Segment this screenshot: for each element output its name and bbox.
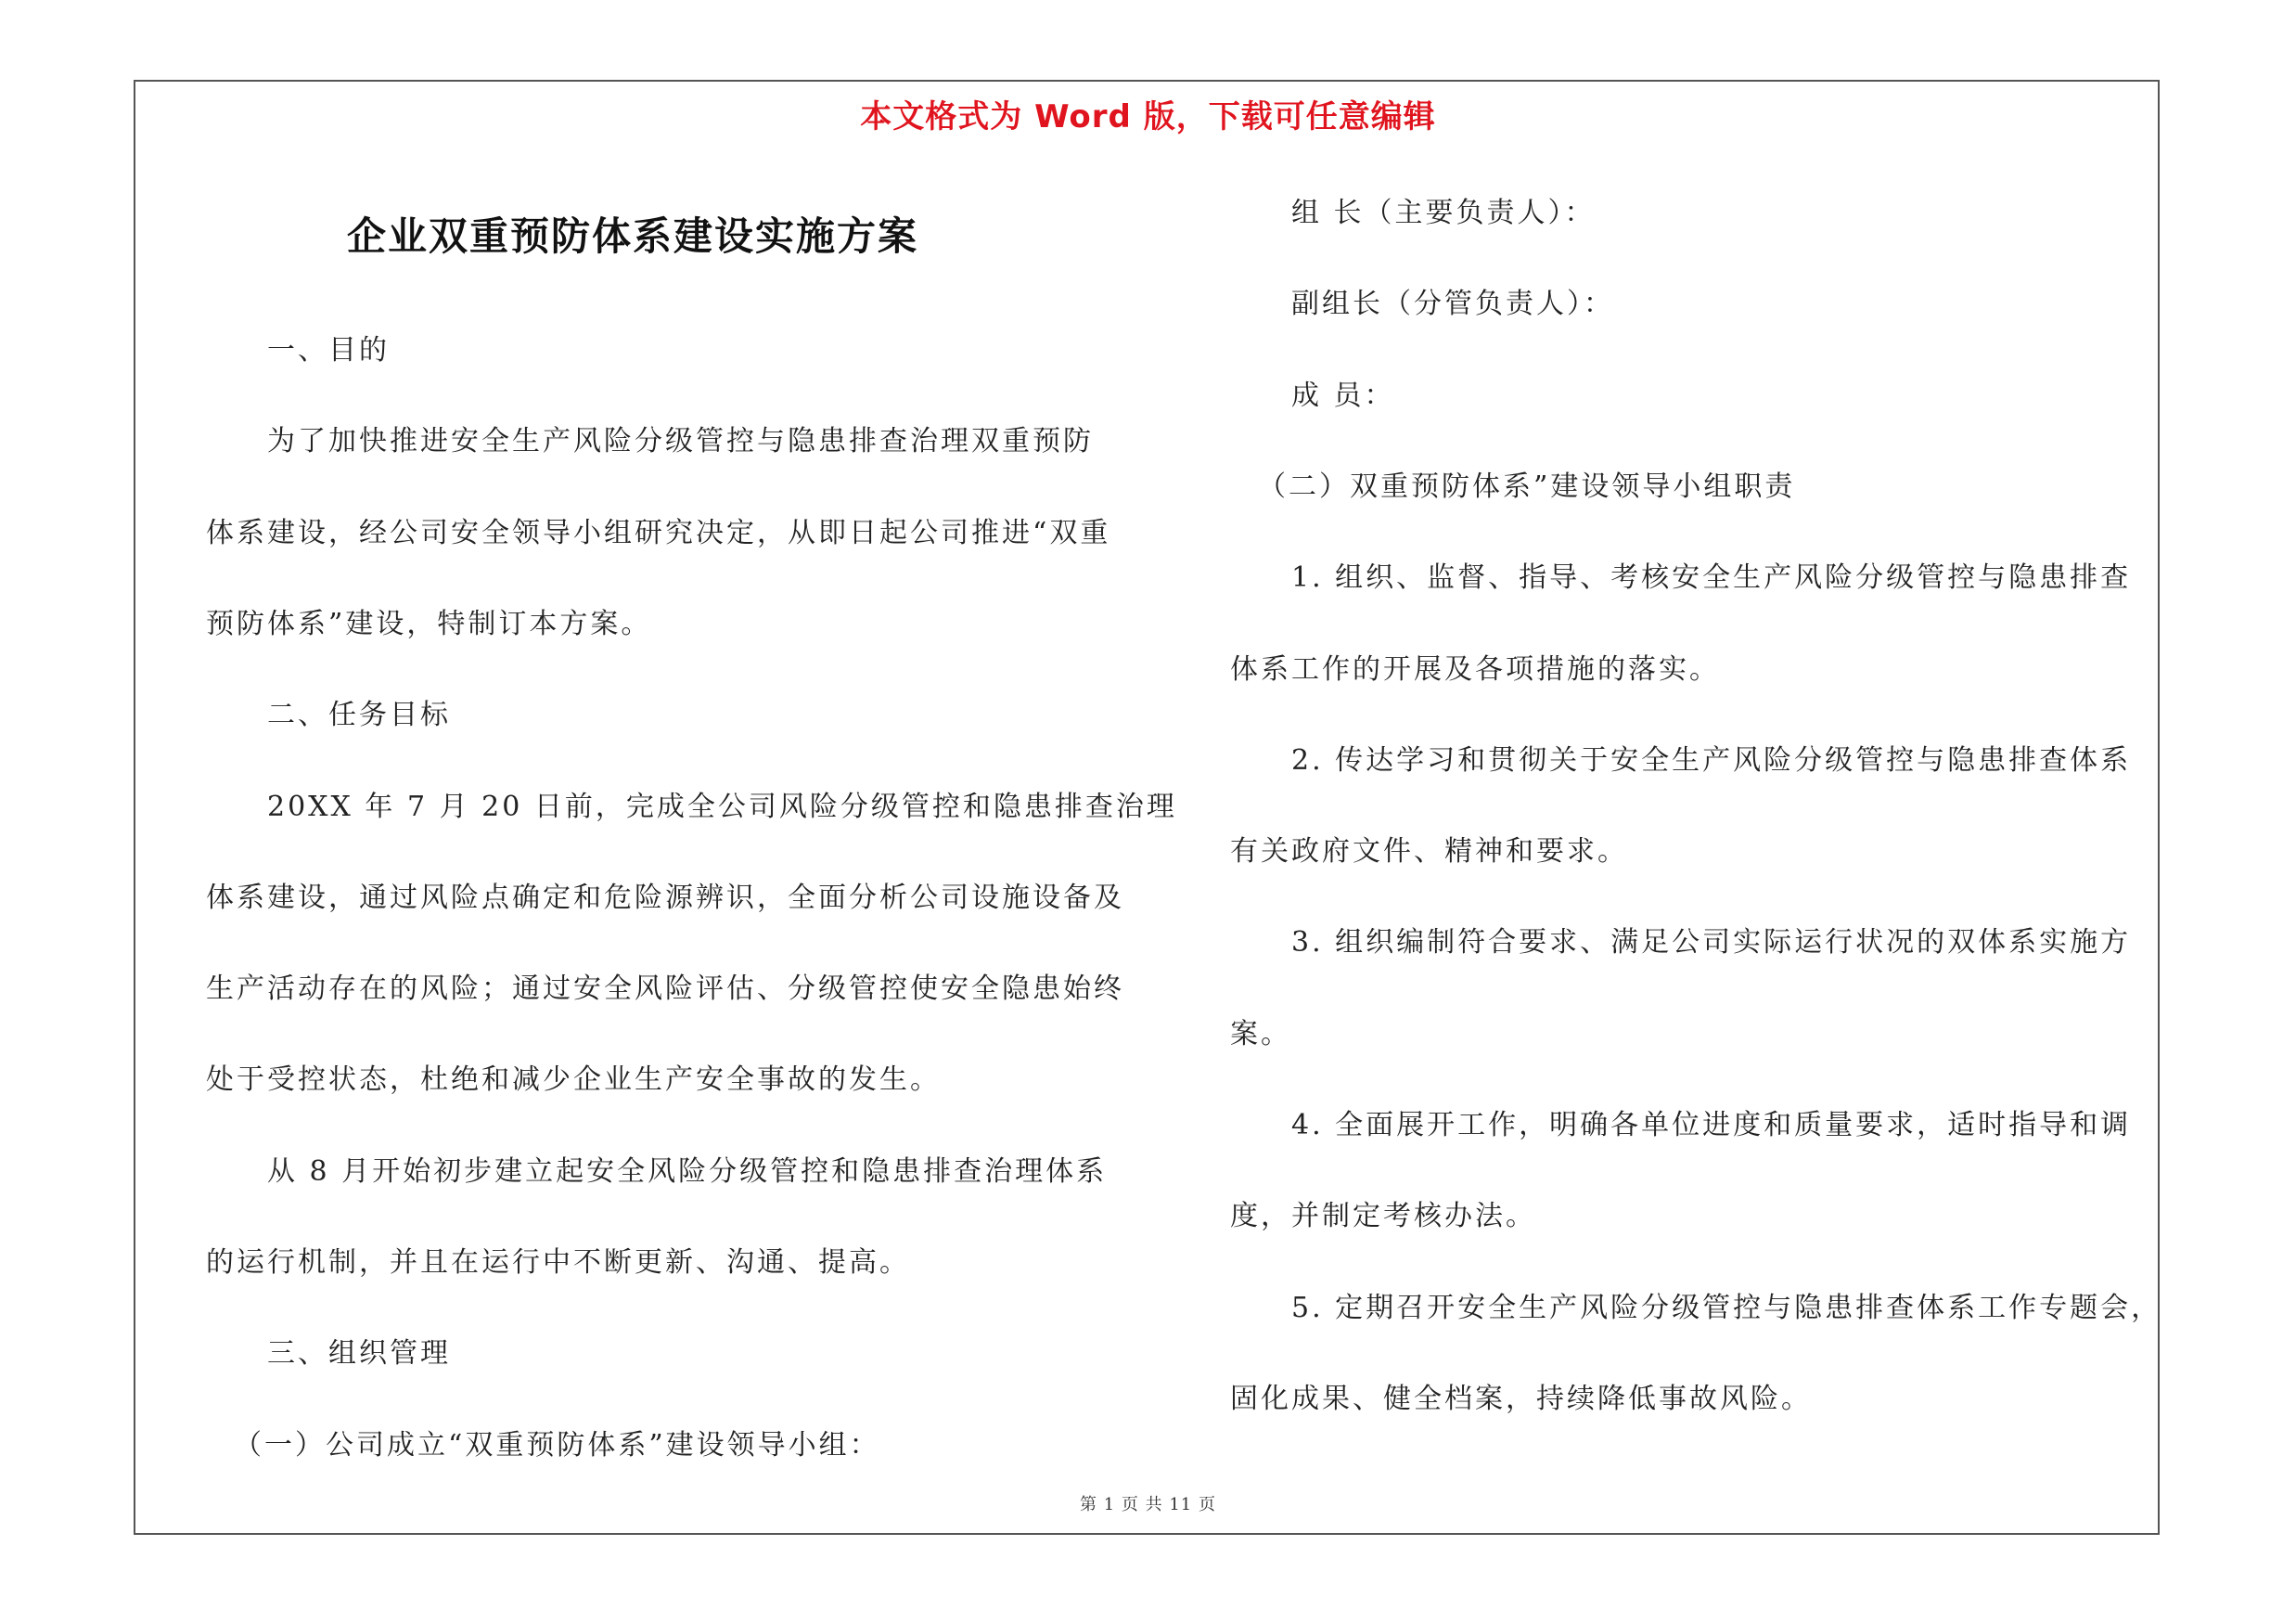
text-line: 三、组织管理 — [267, 1337, 451, 1371]
text-line: 固化成果、健全档案，持续降低事故风险。 — [1230, 1382, 1812, 1415]
document-title: 企业双重预防体系建设实施方案 — [346, 213, 918, 259]
format-banner: 本文格式为 Word 版，下载可任意编辑 — [860, 98, 1436, 135]
text-line: 案。 — [1230, 1017, 1291, 1050]
text-line: 5. 定期召开安全生产风险分级管控与隐患排查体系工作专题会， — [1291, 1291, 2162, 1324]
text-line: 体系建设，经公司安全领导小组研究决定，从即日起公司推进“双重 — [206, 516, 1111, 549]
text-line: 的运行机制，并且在运行中不断更新、沟通、提高。 — [206, 1246, 910, 1279]
text-line: 组 长（主要负责人）： — [1291, 197, 1596, 229]
text-line: 20XX 年 7 月 20 日前，完成全公司风险分级管控和隐患排查治理 — [267, 790, 1177, 823]
text-line: 处于受控状态，杜绝和减少企业生产安全事故的发生。 — [206, 1063, 941, 1097]
text-line: 副组长（分管负责人）： — [1291, 288, 1614, 321]
text-line: 预防体系”建设，特制订本方案。 — [206, 607, 652, 640]
text-line: 有关政府文件、精神和要求。 — [1230, 835, 1628, 869]
text-line: 3. 组织编制符合要求、满足公司实际运行状况的双体系实施方 — [1291, 926, 2132, 960]
text-line: 二、任务目标 — [267, 699, 451, 732]
text-line: 从 8 月开始初步建立起安全风险分级管控和隐患排查治理体系 — [267, 1154, 1108, 1188]
page-footer: 第 1 页 共 11 页 — [1080, 1495, 1216, 1514]
text-line: 一、目的 — [267, 334, 390, 367]
text-line: 为了加快推进安全生产风险分级管控与隐患排查治理双重预防 — [267, 425, 1094, 458]
text-line: 2. 传达学习和贯彻关于安全生产风险分级管控与隐患排查体系 — [1291, 743, 2132, 777]
text-line: 度，并制定考核办法。 — [1230, 1200, 1536, 1233]
text-line: 成 员： — [1291, 379, 1395, 412]
text-line: 体系建设，通过风险点确定和危险源辨识，全面分析公司设施设备及 — [206, 881, 1124, 914]
text-line: 生产活动存在的风险；通过安全风险评估、分级管控使安全隐患始终 — [206, 973, 1124, 1006]
text-line: 体系工作的开展及各项措施的落实。 — [1230, 652, 1720, 686]
text-line: 4. 全面展开工作，明确各单位进度和质量要求，适时指导和调 — [1291, 1109, 2132, 1141]
text-line: （一）公司成立“双重预防体系”建设领导小组： — [234, 1428, 880, 1462]
text-line: 1. 组织、监督、指导、考核安全生产风险分级管控与隐患排查 — [1291, 561, 2132, 595]
text-line: （二）双重预防体系”建设领导小组职责 — [1258, 470, 1796, 503]
